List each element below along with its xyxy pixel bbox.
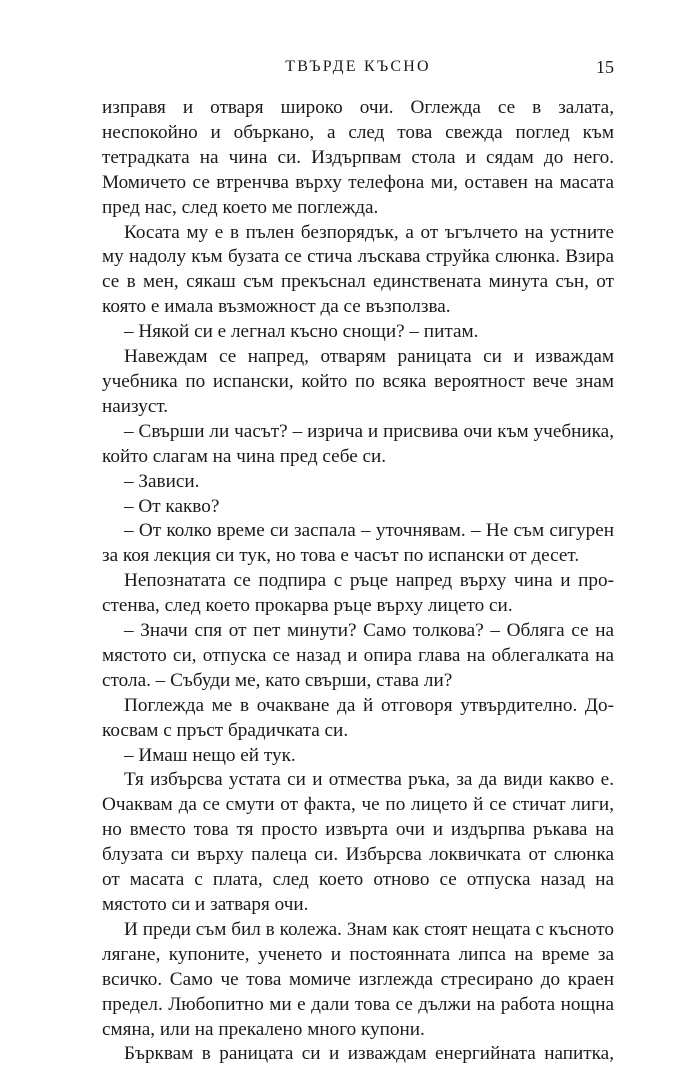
- paragraph: И преди съм бил в колежа. Знам как стоят нещата с късното лягане, купоните, ученето и постоянната липса на време за всичко. Само че това момиче изглежда стресирано до краен предел. Любопитно ми е дали това се дължи на работа нощна смяна, или на прекалено много купони.: [102, 918, 614, 1040]
- running-title: ТВЪРДЕ КЪСНО: [285, 58, 431, 75]
- body-text: [102, 96, 614, 1067]
- paragraph: – От какво?: [124, 495, 220, 517]
- paragraph: Поглежда ме в очакване да й отговоря утвърдително. Докосвам с пръст брадичката си.: [102, 694, 614, 741]
- paragraph: – Зависи.: [124, 470, 200, 492]
- page-number: 15: [596, 57, 614, 77]
- paragraph: Тя избърсва устата си и отмества ръка, за да види какво е. Очаквам да се смути от факта, че по лицето й се стичат лиги, но вместо това тя просто извърта очи и издърпва ръкава на блузата си върху палеца си. Избърсва локвичката от слюнка от масата с плата, след което отново се отпуска назад на мястото си и затваря очи.: [102, 769, 614, 915]
- paragraph: Косата му е в пълен безпорядък, а от ъгълчето на устните му надолу към бузата се стича лъскава струйка слюнка. Взира се в мен, сякаш съм прекъснал единствената минута сън, от която е имала възможност да се възползва.: [102, 221, 614, 318]
- paragraph: – Някой си е легнал късно снощи? – питам.: [124, 321, 479, 343]
- paragraph: Навеждам се напред, отварям раницата си и изваждам учебника по испански, който по всяка вероятност вече знам наизуст.: [102, 346, 614, 417]
- paragraph: Непознатата се подпира с ръце напред върху чина и простенва, след което прокарва ръце върху лицето си.: [102, 570, 614, 617]
- paragraph: – От колко време си заспала – уточнявам. – Не съм сигурен за коя лекция си тук, но това е часът по испански от десет.: [102, 520, 614, 567]
- paragraph: – Имаш нещо ей тук.: [124, 744, 296, 766]
- running-head: [102, 55, 614, 79]
- paragraph: – Значи спя от пет минути? Само толкова? – Обляга се на мястото си, отпуска се назад и опира глава на облегалката на стола. – Събуди ме, като свърши, става ли?: [102, 620, 614, 691]
- paragraph: изправя и отваря широко очи. Оглежда се в залата, неспокойно и объркано, а след това свежда поглед към тетрадката на чина си. Издърпвам стола и сядам до него. Момичето се втренчва върху телефона ми, оставен на масата пред нас, след което ме поглежда.: [102, 97, 614, 218]
- paragraph: – Свърши ли часът? – изрича и присвива очи към учебника, който слагам на чина пред себе си.: [102, 420, 614, 467]
- paragraph: Бърквам в раницата си и изваждам енергийната напитка,: [124, 1043, 614, 1065]
